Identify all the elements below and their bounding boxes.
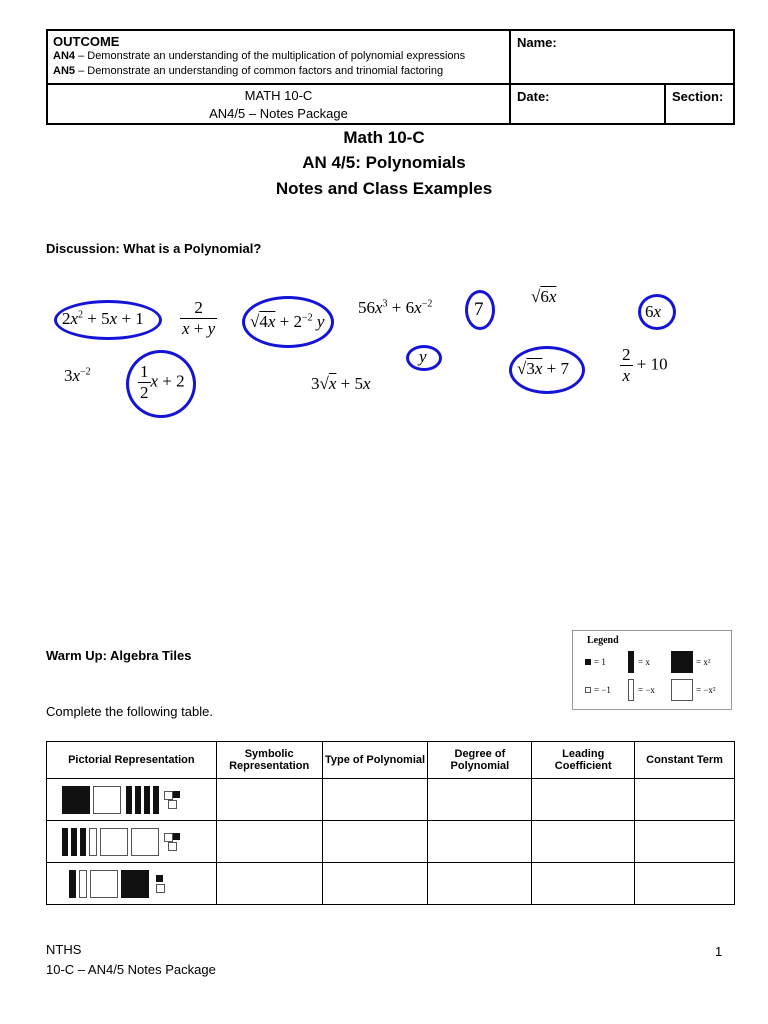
- constant-term-cell[interactable]: [635, 863, 735, 905]
- unit-tile-positive-icon: [173, 833, 180, 840]
- unit-tile-negative-icon: [168, 800, 177, 809]
- outcome-an5: AN5 – Demonstrate an understanding of common factors and trinomial factoring: [53, 65, 444, 77]
- legend-title: Legend: [587, 635, 619, 646]
- table-header: Leading Coefficient: [532, 742, 635, 779]
- expr-2x2-5x-1: $2x^2 + 5x + 1$: [62, 309, 144, 328]
- x2-tile-negative-icon: [93, 786, 121, 814]
- x-tile-positive-icon: [144, 786, 150, 814]
- table-row: [47, 863, 735, 905]
- table-row: [47, 779, 735, 821]
- table-row: [47, 821, 735, 863]
- legend-item: = −x: [638, 685, 655, 695]
- legend-item: = −1: [594, 685, 611, 695]
- outcome-label: OUTCOME: [53, 34, 120, 49]
- legend-item: = x: [638, 657, 650, 667]
- x2-tile-negative-icon: [90, 870, 118, 898]
- date-field[interactable]: [511, 85, 666, 123]
- tile-picture: [47, 863, 217, 905]
- table-header: Type of Polynomial: [322, 742, 428, 779]
- course-cell: [48, 85, 511, 123]
- legend-item: = −x²: [696, 685, 716, 695]
- title-line-3: Notes and Class Examples: [275, 179, 493, 198]
- tile-picture: [47, 821, 217, 863]
- leading-coefficient-cell[interactable]: [532, 863, 635, 905]
- x-tile-negative-icon: [628, 679, 634, 701]
- x-tile-positive-icon: [153, 786, 159, 814]
- expr-half-x-plus-2: $\frac{1}{2}$ x + 2: [140, 362, 185, 402]
- legend-item: = 1: [594, 657, 606, 667]
- degree-cell[interactable]: [428, 779, 532, 821]
- footer-doc: 10-C – AN4/5 Notes Package: [46, 962, 216, 977]
- legend-item: = x²: [696, 657, 711, 667]
- page-number: 1: [715, 944, 723, 959]
- type-cell[interactable]: [322, 863, 428, 905]
- unit-tile-negative-icon: [168, 842, 177, 851]
- type-cell[interactable]: [322, 779, 428, 821]
- table-header: Constant Term: [635, 742, 735, 779]
- title-line-2: AN 4/5: Polynomials: [302, 153, 466, 172]
- x2-tile-positive-icon: [121, 870, 149, 898]
- x-tile-positive-icon: [135, 786, 141, 814]
- expr-sqrt4x-plus-2-y: $√4x + 2^{-2}$ y: [250, 312, 325, 331]
- algebra-tiles-table: [46, 741, 735, 905]
- unit-tile-negative-icon: [164, 833, 173, 842]
- constant-term-cell[interactable]: [635, 779, 735, 821]
- x-tile-negative-icon: [89, 828, 97, 856]
- expr-6x: 6x: [645, 302, 662, 321]
- x2-tile-positive-icon: [671, 651, 693, 673]
- expr-2-over-x-plus-10: $\frac{2}{x}$ + 10: [622, 345, 668, 385]
- x2-tile-positive-icon: [62, 786, 90, 814]
- section-label: Section:: [672, 89, 724, 104]
- degree-cell[interactable]: [428, 863, 532, 905]
- discussion-heading: Discussion: What is a Polynomial?: [46, 241, 262, 256]
- x-tile-positive-icon: [80, 828, 86, 856]
- expr-3x-2: $3x^{-2}$: [64, 366, 91, 385]
- name-label: Name:: [517, 35, 557, 50]
- course-name: MATH 10-C: [244, 88, 313, 103]
- degree-cell[interactable]: [428, 821, 532, 863]
- date-label: Date:: [517, 89, 550, 104]
- leading-coefficient-cell[interactable]: [532, 821, 635, 863]
- x2-tile-negative-icon: [131, 828, 159, 856]
- name-field[interactable]: [511, 31, 733, 85]
- constant-term-cell[interactable]: [635, 821, 735, 863]
- package-name: AN4/5 – Notes Package: [209, 106, 348, 121]
- unit-tile-positive-icon: [173, 791, 180, 798]
- x-tile-positive-icon: [126, 786, 132, 814]
- table-header-row: [47, 742, 735, 779]
- expr-sqrt-6x: √6x: [531, 287, 557, 306]
- unit-tiles: [154, 875, 168, 893]
- warmup-heading: Warm Up: Algebra Tiles: [46, 648, 192, 663]
- x-tile-negative-icon: [79, 870, 87, 898]
- expr-2-over-x-plus-y: $\frac{2}{x + y}$: [182, 298, 216, 338]
- symbolic-cell[interactable]: [216, 821, 322, 863]
- table-header: Symbolic Representation: [216, 742, 322, 779]
- x-tile-positive-icon: [69, 870, 76, 898]
- outcome-an4: AN4 – Demonstrate an understanding of the multiplication of polynomial expressions: [53, 50, 466, 62]
- tile-picture: [47, 779, 217, 821]
- section-field[interactable]: [666, 85, 733, 123]
- outcome-cell: [48, 31, 511, 85]
- x-tile-positive-icon: [71, 828, 77, 856]
- table-header: Pictorial Representation: [47, 742, 217, 779]
- expr-3sqrtx-plus-5x: 3√x + 5x: [311, 374, 371, 393]
- header-table: [46, 29, 735, 125]
- expr-sqrt3x-plus-7: √3x + 7: [517, 359, 569, 378]
- leading-coefficient-cell[interactable]: [532, 779, 635, 821]
- unit-tiles: [164, 791, 182, 809]
- type-cell[interactable]: [322, 821, 428, 863]
- symbolic-cell[interactable]: [216, 863, 322, 905]
- unit-tiles: [164, 833, 182, 851]
- expr-7: 7: [474, 299, 484, 320]
- warmup-instruction: Complete the following table.: [46, 704, 213, 719]
- symbolic-cell[interactable]: [216, 779, 322, 821]
- unit-tile-negative-icon: [164, 791, 173, 800]
- unit-tile-positive-icon: [585, 659, 591, 665]
- table-header: Degree of Polynomial: [428, 742, 532, 779]
- expr-56x3-6x-2: $56x^3 + 6x^{-2}$: [358, 298, 433, 317]
- legend-box: [572, 630, 732, 710]
- unit-tile-negative-icon: [585, 687, 591, 693]
- expr-y: y: [419, 347, 427, 366]
- footer-school: NTHS: [46, 942, 82, 957]
- x-tile-positive-icon: [628, 651, 634, 673]
- x2-tile-negative-icon: [100, 828, 128, 856]
- x-tile-positive-icon: [62, 828, 68, 856]
- unit-tile-positive-icon: [156, 875, 163, 882]
- unit-tile-negative-icon: [156, 884, 165, 893]
- title-line-1: Math 10-C: [343, 128, 425, 147]
- x2-tile-negative-icon: [671, 679, 693, 701]
